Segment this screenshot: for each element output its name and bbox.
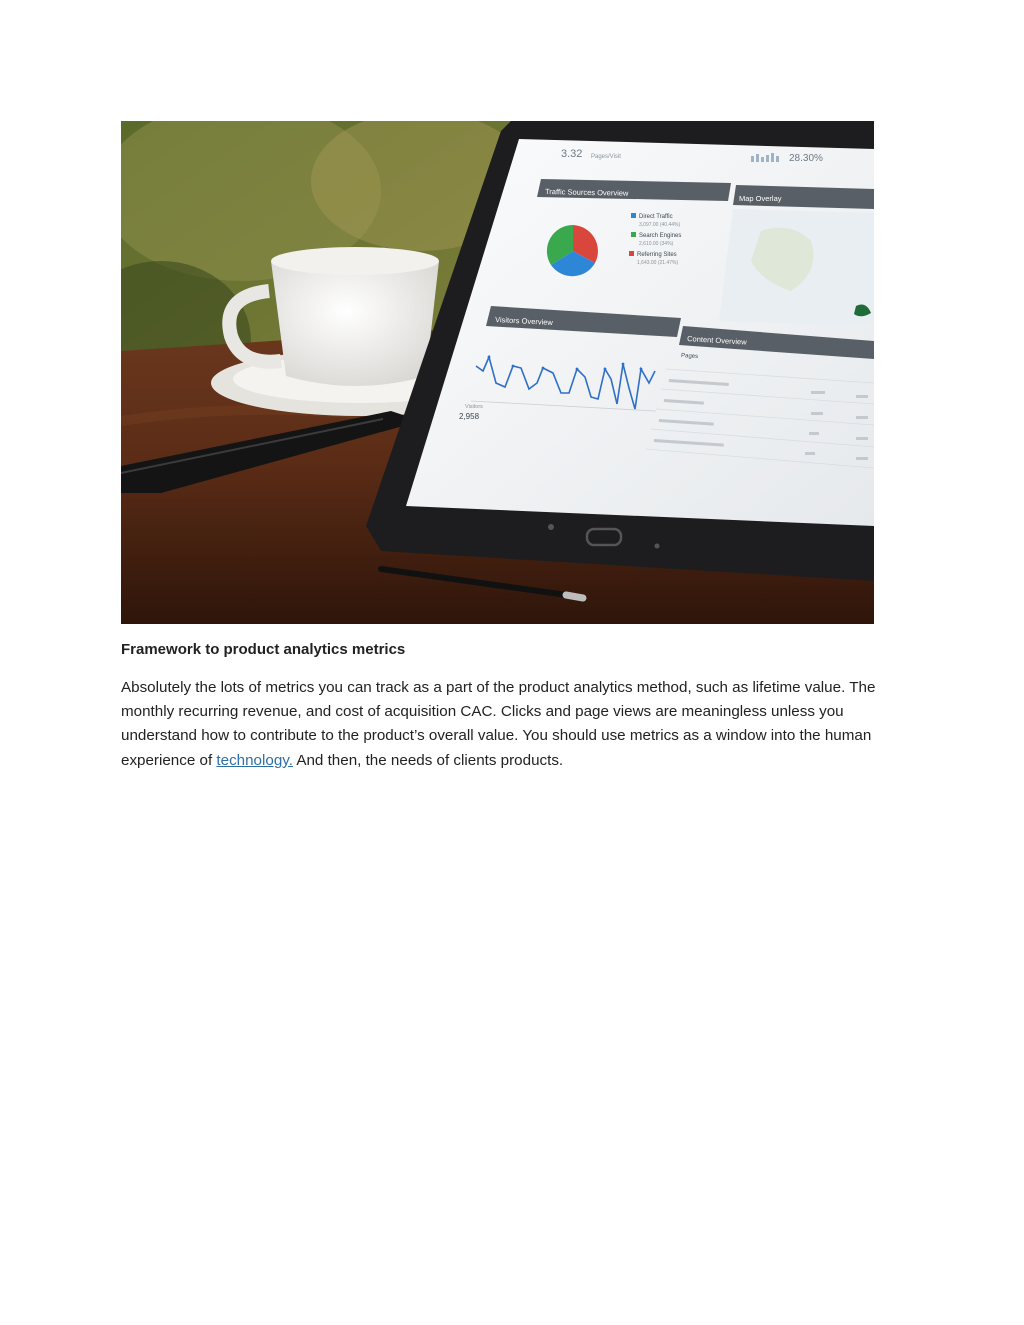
visitors-value: 2,958: [459, 412, 480, 421]
traffic-panel-title: Traffic Sources Overview: [544, 187, 629, 198]
legend-detail-2: 1,643.00 (21.47%): [637, 260, 679, 266]
legend-detail-0: 3,097.00 (40.44%): [639, 222, 681, 228]
tablet-analytics-photo: [121, 121, 874, 624]
traffic-pie-chart: [547, 225, 598, 276]
screen-header-caption: Pages/Visit: [591, 154, 621, 160]
visitors-panel-title: Visitors Overview: [494, 315, 554, 328]
visitors-label: Visitors: [465, 404, 483, 410]
section-heading: Framework to product analytics metrics: [121, 641, 406, 658]
screen-header-percent: 28.30%: [789, 153, 823, 164]
paragraph-text-after-link: And then, the needs of clients products.: [292, 751, 564, 769]
legend-detail-1: 2,610.00 (34%): [639, 241, 674, 247]
body-paragraph: [121, 676, 911, 773]
content-column-label: Pages: [680, 353, 699, 361]
legend-label-2: Referring Sites: [637, 252, 677, 258]
content-panel-title: Content Overview: [686, 334, 747, 347]
screen-header-value: 3.32: [561, 148, 583, 160]
legend-label-0: Direct Traffic: [639, 214, 673, 220]
map-panel-title: Map Overlay: [739, 194, 782, 203]
paragraph-text-before-link: Absolutely the lots of metrics you can track as a part of the product analytics method, such as lifetime value. The monthly recurring revenue, and cost of acquisition CAC. Clicks and page views are meaningless unless you understand how to contribute to the product’s overall value. You should use metrics as a window into the human experience of: [121, 679, 876, 769]
technology-link[interactable]: technology.: [216, 751, 293, 769]
legend-label-1: Search Engines: [639, 233, 682, 239]
